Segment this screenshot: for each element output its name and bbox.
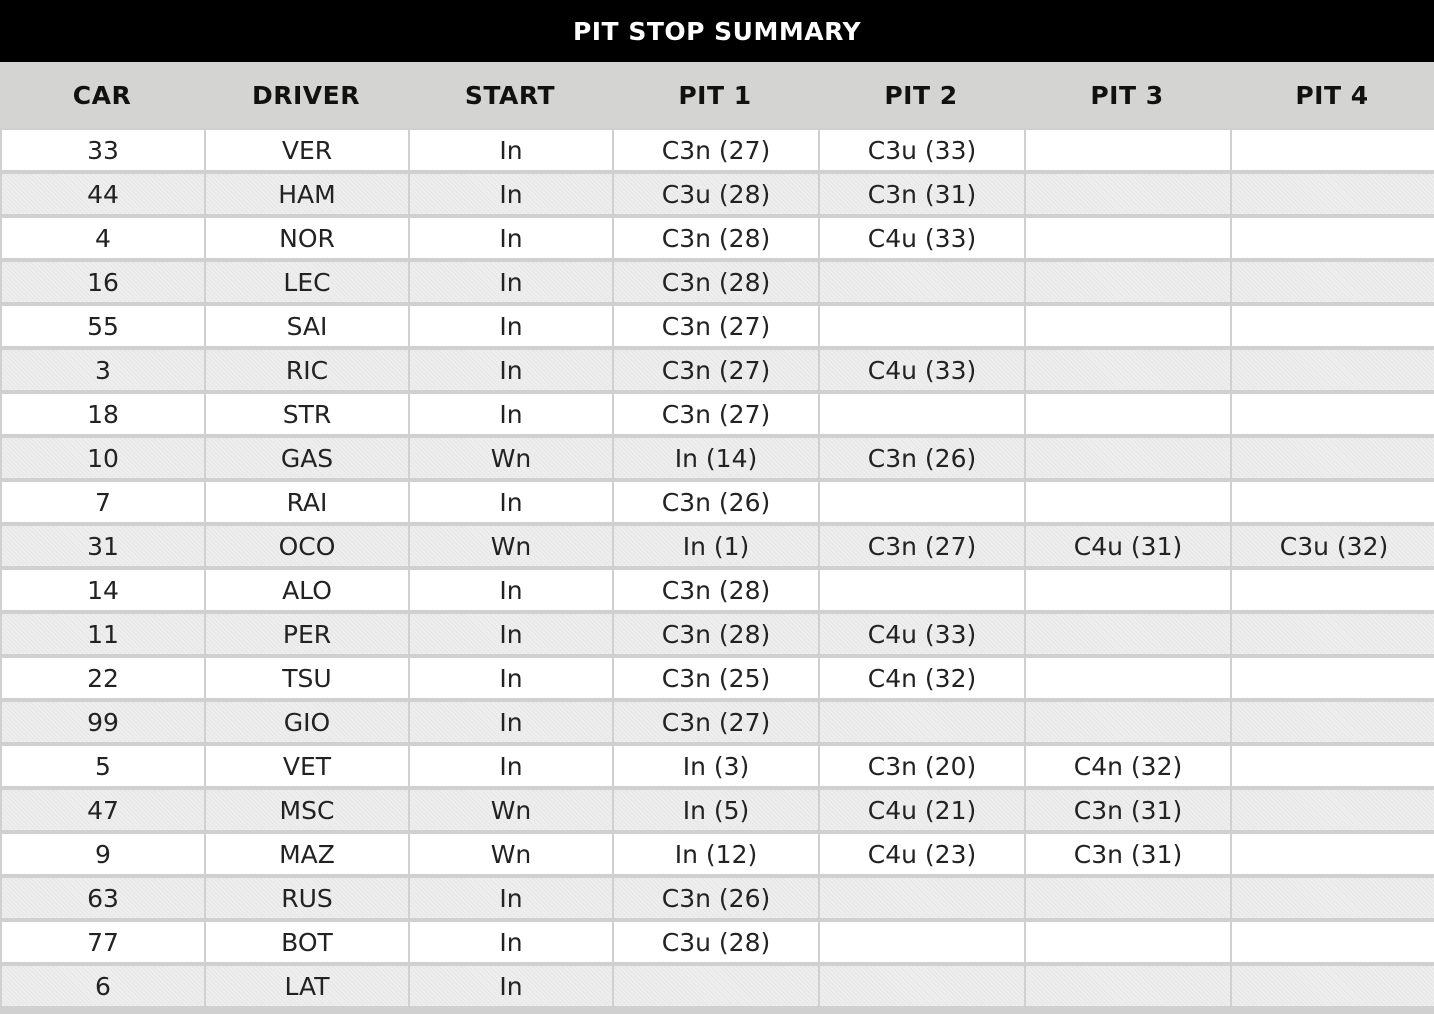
cell-car: 31 — [2, 526, 204, 566]
table-row — [0, 612, 1434, 656]
cell-driver: MAZ — [206, 834, 408, 874]
cell-driver: ALO — [206, 570, 408, 610]
column-header-driver: DRIVER — [252, 80, 360, 110]
cell-driver: VET — [206, 746, 408, 786]
cell-pit-3 — [1026, 922, 1230, 962]
cell-pit-4 — [1232, 218, 1434, 258]
cell-pit-3 — [1026, 482, 1230, 522]
cell-pit-1: C3u (28) — [614, 174, 818, 214]
cell-car: 18 — [2, 394, 204, 434]
column-header-start: START — [464, 80, 556, 110]
cell-pit-2: C4u (33) — [820, 350, 1024, 390]
cell-pit-3: C3n (31) — [1026, 834, 1230, 874]
table-row — [0, 876, 1434, 920]
table-row — [0, 744, 1434, 788]
table-row — [0, 832, 1434, 876]
cell-pit-3 — [1026, 262, 1230, 302]
cell-pit-2: C3n (20) — [820, 746, 1024, 786]
table-row — [0, 480, 1434, 524]
cell-start: In — [410, 174, 612, 214]
column-header-pit-4: PIT 4 — [1295, 80, 1369, 110]
cell-car: 9 — [2, 834, 204, 874]
table-row — [0, 920, 1434, 964]
cell-start: In — [410, 746, 612, 786]
cell-driver: NOR — [206, 218, 408, 258]
cell-pit-3: C4n (32) — [1026, 746, 1230, 786]
table-row — [0, 700, 1434, 744]
cell-start: In — [410, 218, 612, 258]
cell-pit-2 — [820, 878, 1024, 918]
cell-pit-1: In (5) — [614, 790, 818, 830]
column-header-row — [0, 62, 1434, 128]
cell-start: In — [410, 878, 612, 918]
cell-car: 11 — [2, 614, 204, 654]
column-header-pit-3: PIT 3 — [1090, 80, 1164, 110]
cell-pit-3 — [1026, 394, 1230, 434]
cell-pit-3 — [1026, 966, 1230, 1006]
cell-car: 44 — [2, 174, 204, 214]
cell-pit-2 — [820, 702, 1024, 742]
cell-pit-3 — [1026, 174, 1230, 214]
cell-pit-2: C3n (31) — [820, 174, 1024, 214]
cell-start: In — [410, 130, 612, 170]
cell-pit-3 — [1026, 878, 1230, 918]
cell-pit-1: C3n (28) — [614, 218, 818, 258]
cell-start: In — [410, 350, 612, 390]
cell-pit-1: In (14) — [614, 438, 818, 478]
column-header-car: CAR — [72, 80, 132, 110]
cell-pit-1: C3n (28) — [614, 614, 818, 654]
cell-pit-3 — [1026, 658, 1230, 698]
cell-pit-1: C3n (27) — [614, 394, 818, 434]
cell-pit-4 — [1232, 130, 1434, 170]
cell-pit-3 — [1026, 614, 1230, 654]
table-title: PIT STOP SUMMARY — [0, 0, 1434, 62]
cell-pit-3 — [1026, 438, 1230, 478]
cell-car: 33 — [2, 130, 204, 170]
cell-pit-4 — [1232, 482, 1434, 522]
cell-car: 99 — [2, 702, 204, 742]
cell-pit-2 — [820, 922, 1024, 962]
cell-car: 6 — [2, 966, 204, 1006]
cell-start: In — [410, 262, 612, 302]
cell-car: 47 — [2, 790, 204, 830]
table-row — [0, 128, 1434, 172]
cell-pit-2: C4u (23) — [820, 834, 1024, 874]
column-header-pit-2: PIT 2 — [884, 80, 958, 110]
cell-start: In — [410, 702, 612, 742]
cell-pit-1: C3n (27) — [614, 306, 818, 346]
cell-pit-3: C3n (31) — [1026, 790, 1230, 830]
cell-pit-4 — [1232, 702, 1434, 742]
cell-pit-2 — [820, 966, 1024, 1006]
cell-pit-2 — [820, 570, 1024, 610]
table-row — [0, 788, 1434, 832]
cell-driver: LEC — [206, 262, 408, 302]
table-row — [0, 524, 1434, 568]
cell-car: 16 — [2, 262, 204, 302]
cell-start: In — [410, 482, 612, 522]
cell-driver: RAI — [206, 482, 408, 522]
cell-pit-1: C3u (28) — [614, 922, 818, 962]
cell-pit-2: C4u (33) — [820, 218, 1024, 258]
cell-start: Wn — [410, 790, 612, 830]
cell-pit-3 — [1026, 570, 1230, 610]
cell-car: 77 — [2, 922, 204, 962]
cell-start: In — [410, 922, 612, 962]
table-row — [0, 436, 1434, 480]
cell-pit-4 — [1232, 746, 1434, 786]
cell-pit-1: C3n (26) — [614, 482, 818, 522]
cell-pit-1: In (12) — [614, 834, 818, 874]
cell-pit-3 — [1026, 350, 1230, 390]
cell-pit-4 — [1232, 174, 1434, 214]
cell-driver: RIC — [206, 350, 408, 390]
cell-driver: STR — [206, 394, 408, 434]
cell-pit-3 — [1026, 306, 1230, 346]
cell-start: Wn — [410, 834, 612, 874]
cell-pit-4 — [1232, 878, 1434, 918]
cell-car: 55 — [2, 306, 204, 346]
cell-pit-4 — [1232, 834, 1434, 874]
cell-pit-1: In (1) — [614, 526, 818, 566]
cell-start: Wn — [410, 526, 612, 566]
table-row — [0, 568, 1434, 612]
cell-pit-4 — [1232, 922, 1434, 962]
cell-pit-2 — [820, 482, 1024, 522]
cell-pit-2: C4u (33) — [820, 614, 1024, 654]
cell-pit-1: C3n (26) — [614, 878, 818, 918]
cell-driver: PER — [206, 614, 408, 654]
cell-pit-1: C3n (25) — [614, 658, 818, 698]
cell-pit-3 — [1026, 702, 1230, 742]
cell-pit-1: C3n (27) — [614, 350, 818, 390]
cell-car: 7 — [2, 482, 204, 522]
cell-pit-2 — [820, 306, 1024, 346]
cell-start: In — [410, 306, 612, 346]
cell-driver: VER — [206, 130, 408, 170]
cell-pit-4 — [1232, 658, 1434, 698]
cell-car: 63 — [2, 878, 204, 918]
cell-pit-1: C3n (28) — [614, 262, 818, 302]
cell-start: In — [410, 966, 612, 1006]
cell-start: In — [410, 658, 612, 698]
cell-driver: HAM — [206, 174, 408, 214]
cell-driver: RUS — [206, 878, 408, 918]
cell-car: 14 — [2, 570, 204, 610]
cell-pit-2: C4n (32) — [820, 658, 1024, 698]
cell-pit-1 — [614, 966, 818, 1006]
table-row — [0, 216, 1434, 260]
cell-start: In — [410, 614, 612, 654]
cell-pit-1: C3n (27) — [614, 130, 818, 170]
cell-driver: SAI — [206, 306, 408, 346]
cell-pit-2 — [820, 394, 1024, 434]
cell-pit-4 — [1232, 790, 1434, 830]
cell-pit-4 — [1232, 570, 1434, 610]
table-row — [0, 392, 1434, 436]
cell-pit-4 — [1232, 438, 1434, 478]
table-row — [0, 172, 1434, 216]
cell-car: 10 — [2, 438, 204, 478]
cell-pit-3: C4u (31) — [1026, 526, 1230, 566]
cell-driver: BOT — [206, 922, 408, 962]
cell-start: Wn — [410, 438, 612, 478]
column-header-pit-1: PIT 1 — [678, 80, 752, 110]
cell-pit-4 — [1232, 614, 1434, 654]
cell-pit-4 — [1232, 306, 1434, 346]
table-row — [0, 964, 1434, 1008]
table-row — [0, 304, 1434, 348]
cell-driver: LAT — [206, 966, 408, 1006]
cell-pit-1: C3n (28) — [614, 570, 818, 610]
cell-pit-4 — [1232, 394, 1434, 434]
cell-pit-4 — [1232, 350, 1434, 390]
cell-driver: GAS — [206, 438, 408, 478]
cell-car: 5 — [2, 746, 204, 786]
cell-car: 4 — [2, 218, 204, 258]
cell-pit-2: C3n (27) — [820, 526, 1024, 566]
cell-pit-4 — [1232, 262, 1434, 302]
cell-pit-2: C3u (33) — [820, 130, 1024, 170]
cell-driver: OCO — [206, 526, 408, 566]
cell-pit-4 — [1232, 966, 1434, 1006]
pit-stop-table-body — [0, 128, 1434, 1014]
cell-driver: GIO — [206, 702, 408, 742]
cell-pit-3 — [1026, 218, 1230, 258]
table-row — [0, 348, 1434, 392]
cell-pit-2: C3n (26) — [820, 438, 1024, 478]
cell-pit-1: In (3) — [614, 746, 818, 786]
cell-pit-3 — [1026, 130, 1230, 170]
table-row — [0, 656, 1434, 700]
cell-start: In — [410, 394, 612, 434]
cell-car: 22 — [2, 658, 204, 698]
cell-pit-1: C3n (27) — [614, 702, 818, 742]
table-row — [0, 260, 1434, 304]
cell-pit-4: C3u (32) — [1232, 526, 1434, 566]
cell-driver: MSC — [206, 790, 408, 830]
cell-start: In — [410, 570, 612, 610]
cell-car: 3 — [2, 350, 204, 390]
cell-driver: TSU — [206, 658, 408, 698]
cell-pit-2 — [820, 262, 1024, 302]
cell-pit-2: C4u (21) — [820, 790, 1024, 830]
